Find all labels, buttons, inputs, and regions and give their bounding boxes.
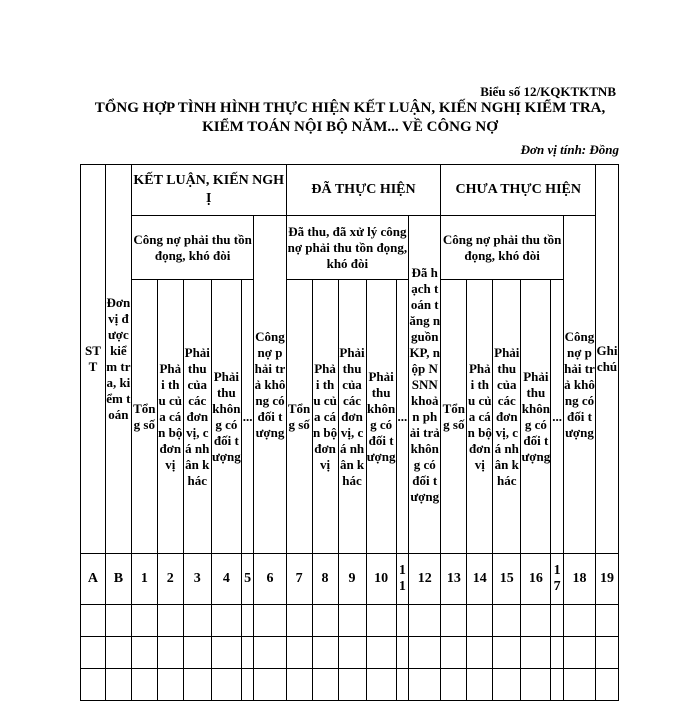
index-cell: 11 — [396, 554, 408, 605]
empty-row — [81, 637, 619, 669]
header-no-subject-1: Phải thu không có đối tượng — [211, 280, 241, 554]
header-no-subject-3: Phải thu không có đối tượng — [521, 280, 551, 554]
index-cell: 3 — [183, 554, 211, 605]
header-payable-3: Công nợ phải trả không có đối tượng — [563, 216, 595, 554]
header-unit: Đơn vị được kiểm tra, kiểm toán — [105, 165, 131, 554]
empty-row — [81, 669, 619, 701]
header-ellipsis-2: ... — [396, 280, 408, 554]
index-cell: 18 — [563, 554, 595, 605]
header-collected: Đã thu, đã xử lý công nợ phải thu tồn đọng, khó đòi — [286, 216, 409, 280]
header-receivable-1: Công nợ phải thu tồn đọng, khó đòi — [131, 216, 254, 280]
header-conclusion: KẾT LUẬN, KIẾN NGHỊ — [131, 165, 286, 216]
header-payable-1: Công nợ phải trả không có đối tượng — [254, 216, 286, 554]
form-number: Biểu số 12/KQKTKTNB — [480, 84, 616, 99]
index-cell: 14 — [467, 554, 493, 605]
header-others-1: Phải thu của các đơn vị, cá nhân khác — [183, 280, 211, 554]
header-ellipsis-3: ... — [551, 280, 563, 554]
index-cell: 19 — [596, 554, 619, 605]
index-cell: A — [81, 554, 106, 605]
index-cell: 15 — [493, 554, 521, 605]
index-row — [81, 554, 619, 605]
index-cell: 9 — [338, 554, 366, 605]
index-cell: 16 — [521, 554, 551, 605]
index-cell: 1 — [131, 554, 157, 605]
index-cell: 2 — [157, 554, 183, 605]
header-total-2: Tổng số — [286, 280, 312, 554]
empty-row — [81, 605, 619, 637]
header-not-done: CHƯA THỰC HIỆN — [441, 165, 596, 216]
index-cell: 12 — [409, 554, 441, 605]
index-cell: 7 — [286, 554, 312, 605]
index-cell: 8 — [312, 554, 338, 605]
index-cell: 5 — [241, 554, 253, 605]
unit-label: Đơn vị tính: Đồng — [520, 142, 619, 157]
summary-table — [80, 164, 619, 701]
index-cell: 6 — [254, 554, 286, 605]
header-staff-2: Phải thu của cán bộ đơn vị — [312, 280, 338, 554]
header-total-3: Tổng số — [441, 280, 467, 554]
header-ellipsis-1: ... — [241, 280, 253, 554]
header-staff-3: Phải thu của cán bộ đơn vị — [467, 280, 493, 554]
header-no-subject-2: Phải thu không có đối tượng — [366, 280, 396, 554]
header-stt: STT — [81, 165, 106, 554]
header-others-2: Phải thu của các đơn vị, cá nhân khác — [338, 280, 366, 554]
index-cell: B — [105, 554, 131, 605]
title-line-1: TỔNG HỢP TÌNH HÌNH THỰC HIỆN KẾT LUẬN, KIẾN NGHỊ KIỂM TRA, — [94, 100, 606, 116]
index-cell: 13 — [441, 554, 467, 605]
header-done: ĐÃ THỰC HIỆN — [286, 165, 441, 216]
page-title — [80, 99, 620, 137]
index-cell: 17 — [551, 554, 563, 605]
header-staff-1: Phải thu của cán bộ đơn vị — [157, 280, 183, 554]
header-others-3: Phải thu của các đơn vị, cá nhân khác — [493, 280, 521, 554]
header-accounted: Đã hạch toán tăng nguồn KP, nộp NSNN khoản phải trả không có đối tượng — [409, 216, 441, 554]
header-receivable-3: Công nợ phải thu tồn đọng, khó đòi — [441, 216, 564, 280]
header-note: Ghi chú — [596, 165, 619, 554]
header-total-1: Tổng số — [131, 280, 157, 554]
index-cell: 10 — [366, 554, 396, 605]
title-line-2: KIỂM TOÁN NỘI BỘ NĂM... VỀ CÔNG NỢ — [202, 119, 498, 135]
index-cell: 4 — [211, 554, 241, 605]
